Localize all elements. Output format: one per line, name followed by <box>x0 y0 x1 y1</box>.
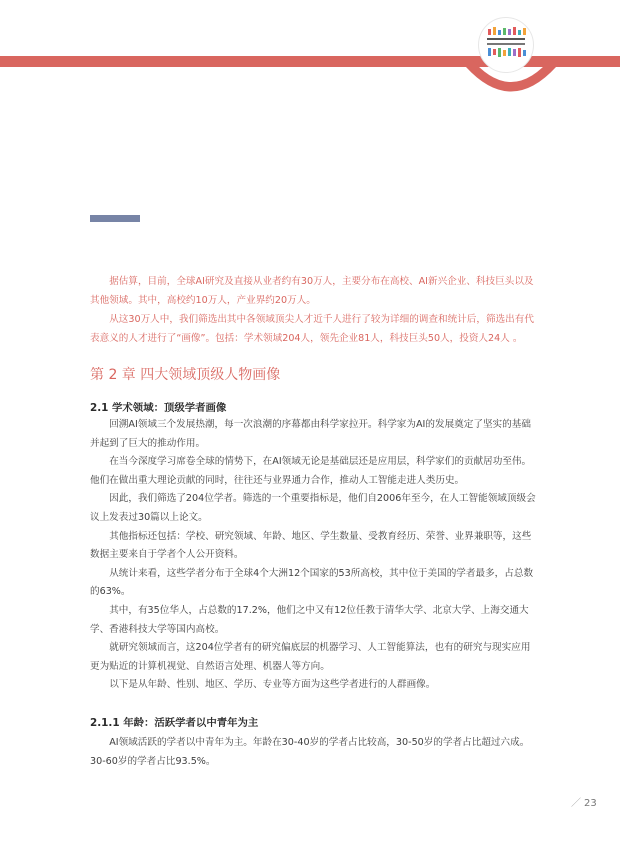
section-title: 2.1 学术领域：顶级学者画像 <box>90 402 227 414</box>
intro-block <box>90 272 540 348</box>
body-paragraph: 回溯AI领域三个发展热潮，每一次浪潮的序幕都由科学家拉开。科学家为AI的发展奠定了坚实的基础并起到了巨大的推动作用。 <box>90 419 531 449</box>
body-paragraph: 在当今深度学习席卷全球的情势下，在AI领域无论是基础层还是应用层，科学家们的贡献居功至伟。他们在做出重大理论贡献的同时，往往还与业界通力合作，推动人工智能走进人类历史。 <box>90 456 532 486</box>
page-number-block <box>571 797 597 811</box>
logo-graphic <box>479 18 533 72</box>
body-paragraph: 因此，我们筛选了204位学者。筛选的一个重要指标是，他们自2006年至今，在人工智能领域顶级会议上发表过30篇以上论文。 <box>90 493 536 523</box>
section-body <box>90 416 540 695</box>
page-number-slash-icon: ／ <box>571 798 581 809</box>
subsection-body <box>90 734 540 771</box>
body-paragraph: 其中，有35位华人，占总数的17.2%，他们之中又有12位任教于清华大学、北京大学、上海交通大学、香港科技大学等国内高校。 <box>90 604 529 635</box>
body-paragraph: AI领域活跃的学者以中青年为主。年龄在30-40岁的学者占比较高，30-50岁的学者占比超过六成。30-60岁的学者占比93.5%。 <box>90 737 530 767</box>
subsection-title: 2.1.1 年龄：活跃学者以中青年为主 <box>90 717 259 729</box>
body-paragraph: 从统计来看，这些学者分布于全球4个大洲12个国家的53所高校，其中位于美国的学者最多，占总数的63%。 <box>90 567 534 598</box>
body-paragraph: 就研究领域而言，这204位学者有的研究偏底层的机器学习、人工智能算法，也有的研究与现实应用更为贴近的计算机视觉、自然语言处理、机器人等方向。 <box>90 642 531 672</box>
body-paragraph: 以下是从年龄、性别、地区、学历、专业等方面为这些学者进行的人群画像。 <box>109 679 436 691</box>
logo <box>478 17 534 73</box>
body-paragraph: 其他指标还包括：学校、研究领域、年龄、地区、学生数量、受教育经历、荣誉、业界兼职等，这些数据主要来自于学者个人公开资料。 <box>90 530 532 561</box>
decorative-bar <box>90 215 140 222</box>
chapter-title: 第 2 章 四大领域顶级人物画像 <box>90 367 281 383</box>
page-number: 23 <box>584 798 597 809</box>
intro-paragraph: 据估算，目前，全球AI研究及直接从业者约有30万人，主要分布在高校、AI新兴企业、科技巨头以及其他领域。其中，高校约10万人，产业界约20万人。 <box>90 276 534 306</box>
intro-paragraph: 从这30万人中，我们筛选出其中各领域顶尖人才近千人进行了较为详细的调查和统计后，筛选出有代表意义的人才进行了“画像”。包括：学术领域204人，领先企业81人，科技巨头50人，投资人24人 。 <box>90 314 534 344</box>
